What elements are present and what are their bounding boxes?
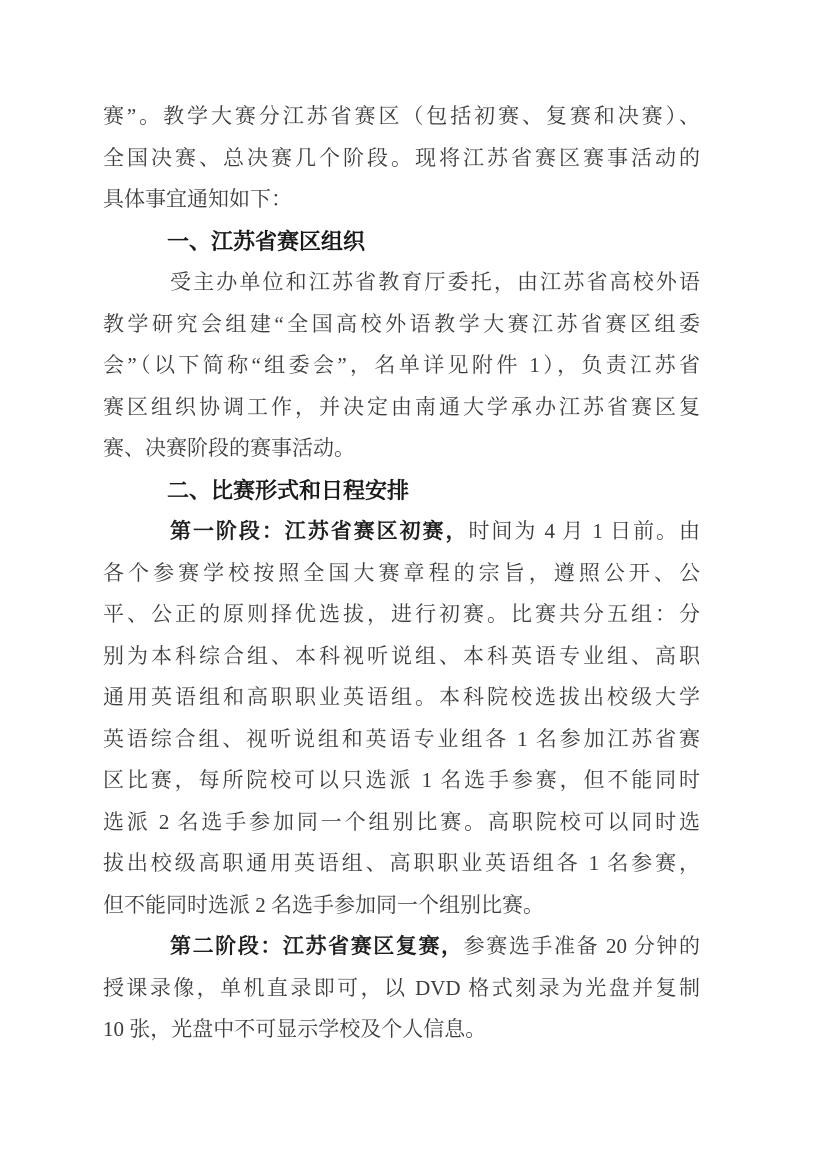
text-line: 赛、决赛阶段的赛事活动。 xyxy=(103,436,355,460)
text-line: 授课录像，单机直录即可，以 DVD 格式刻录为光盘并复制 xyxy=(103,975,700,1000)
text-line: 会”（以下简称“组委会”，名单详见附件 1），负责江苏省 xyxy=(103,353,700,377)
stage2-first-line-rest: 参赛选手准备 20 分钟的 xyxy=(463,934,700,958)
text-line: 英语综合组、视听说组和英语专业组各 1 名参加江苏省赛 xyxy=(103,726,700,751)
stage1-bold-lead: 第一阶段：江苏省赛区初赛， xyxy=(170,520,469,543)
text-line: 区比赛，每所院校可以只选派 1 名选手参赛，但不能同时 xyxy=(103,768,700,792)
section-heading-1: 一、江苏省赛区组织 xyxy=(167,228,366,254)
stage1-first-line-rest: 时间为 4 月 1 日前。由 xyxy=(468,519,700,543)
text-line: 通用英语组和高职职业英语组。本科院校选拔出校级大学 xyxy=(103,685,700,709)
text-line: 平、公正的原则择优选拔，进行初赛。比赛共分五组：分 xyxy=(103,602,700,626)
text-line: 10 张，光盘中不可显示学校及个人信息。 xyxy=(103,1017,487,1041)
text-line xyxy=(103,926,700,968)
section-heading-2: 二、比赛形式和日程安排 xyxy=(167,477,410,503)
text-line: 教学研究会组建“全国高校外语教学大赛江苏省赛区组委 xyxy=(103,311,700,336)
text-line: 别为本科综合组、本科视听说组、本科英语专业组、高职 xyxy=(103,643,700,668)
document-content xyxy=(103,96,700,1051)
stage2-bold-lead: 第二阶段：江苏省赛区复赛， xyxy=(170,935,464,958)
text-line xyxy=(103,511,700,553)
text-line: 赛”。教学大赛分江苏省赛区（包括初赛、复赛和决赛）、 xyxy=(103,104,700,128)
text-line: 选派 2 名选手参加同一个组别比赛。高职院校可以同时选 xyxy=(103,809,700,834)
text-line: 具体事宜通知如下： xyxy=(103,187,292,211)
text-line: 但不能同时选派 2 名选手参加同一个组别比赛。 xyxy=(103,892,544,917)
text-line: 各个参赛学校按照全国大赛章程的宗旨，遵照公开、公 xyxy=(103,560,700,585)
text-line: 受主办单位和江苏省教育厅委托，由江苏省高校外语 xyxy=(170,270,700,294)
text-line: 全国决赛、总决赛几个阶段。现将江苏省赛区赛事活动的 xyxy=(103,145,700,170)
text-line: 赛区组织协调工作，并决定由南通大学承办江苏省赛区复 xyxy=(103,394,700,419)
text-line: 拔出校级高职通用英语组、高职职业英语组各 1 名参赛， xyxy=(103,851,700,875)
